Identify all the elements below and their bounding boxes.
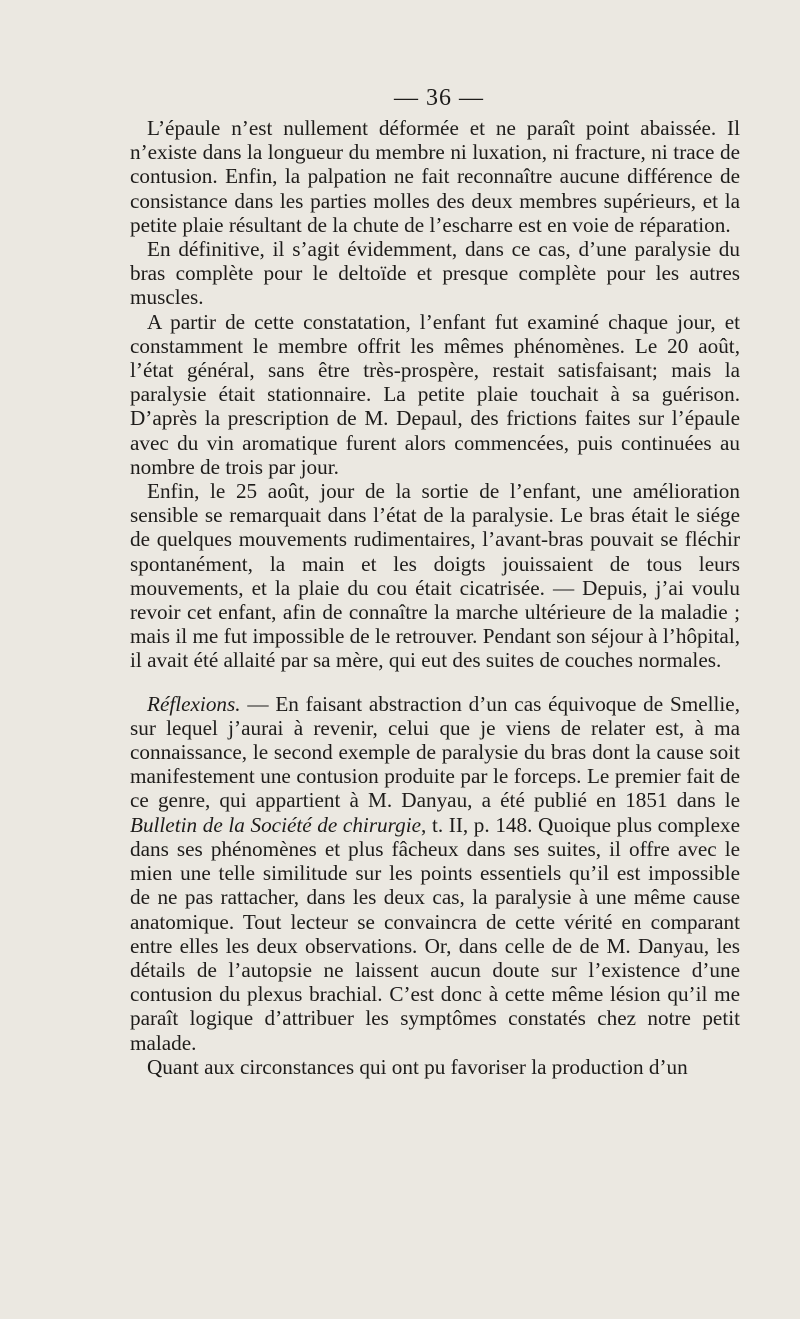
paragraph-shoulder-exam: L’épaule n’est nullement déformée et ne paraît point abaissée. Il n’existe dans la longueur du membre ni luxation, ni fracture, ni trace de contusion. Enfin, la palpation ne fait reconnaître aucune différence de consistance dans les parties molles des deux membres supérieurs, et la petite plaie résultant de la chute de l’escharre est en voie de réparation.	[130, 116, 740, 237]
reflexions-text-part-1: — En faisant abstraction d’un cas équivoque de Smellie, sur lequel j’aurai à revenir, celui que je viens de relater est, à ma connaissance, le second exemple de paralysie du bras dont la cause soit manifestement une contusion produite par le forceps. Le premier fait de ce genre, qui appartient à M. Danyau, a été publié en 1851 dans le	[130, 691, 740, 813]
reflexions-text-part-2: , t. II, p. 148. Quoique plus complexe dans ses phénomènes et plus fâcheux dans ses suites, il offre avec le mien une telle similitude sur les points essentiels qu’il est impossible de ne pas rattacher, dans les deux cas, la paralysie à une même cause anatomique. Tout lecteur se convaincra de cette vérité en comparant entre elles les deux observations. Or, dans celle de de M. Danyau, les détails de l’autopsie ne laissent aucun doute sur l’existence d’une contusion du plexus brachial. C’est donc à cette même lésion qu’il me paraît logique d’attribuer les symptômes constatés chez notre petit malade.	[130, 812, 740, 1055]
paragraph-daily-follow-up: A partir de cette constatation, l’enfant fut examiné chaque jour, et constamment le membre offrit les mêmes phénomènes. Le 20 août, l’état général, sans être très-prospère, restait satisfaisant; mais la paralysie était stationnaire. La petite plaie touchait à sa guérison. D’après la prescription de M. Depaul, des frictions faites sur l’épaule avec du vin aromatique furent alors commencées, puis continuées au nombre de trois par jour.	[130, 309, 740, 479]
paragraph-discharge: Enfin, le 25 août, jour de la sortie de l’enfant, une amélioration sensible se remarquait dans l’état de la paralysie. Le bras était le siége de quelques mouvements rudimentaires, l’avant-bras pouvait se fléchir spontanément, la main et les doigts jouissaient de tous leurs mouvements, et la plaie du cou était cicatrisée. — Depuis, j’ai voulu revoir cet enfant, afin de connaître la marche ultérieure de la maladie ; mais il me fut impossible de le retrouver. Pendant son séjour à l’hôpital, il avait été allaité par sa mère, qui eut des suites de couches normales.	[130, 479, 740, 673]
journal-title: Bulletin de la Société de chirurgie	[130, 812, 421, 837]
paragraph-diagnosis: En définitive, il s’agit évidemment, dans ce cas, d’une paralysie du bras complète pour le deltoïde et presque complète pour les autres muscles.	[130, 237, 740, 310]
section-gap	[130, 673, 740, 692]
paragraph-last-line: Quant aux circonstances qui ont pu favoriser la production d’un	[147, 1054, 688, 1079]
paragraph-reflexions	[130, 692, 740, 1055]
page-number: — 36 —	[394, 85, 484, 111]
reflexions-heading: Réflexions.	[147, 691, 241, 716]
